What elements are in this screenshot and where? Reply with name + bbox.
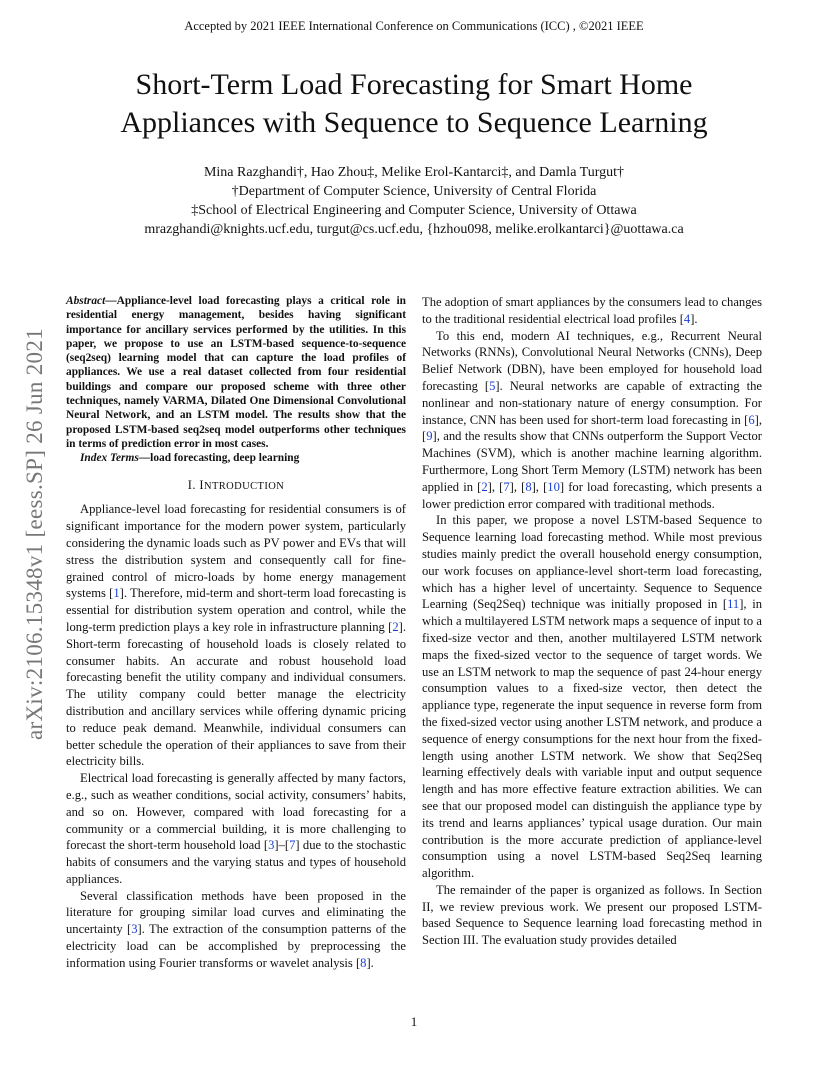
citation-link[interactable]: 1: [113, 586, 120, 601]
paragraph: Electrical load forecasting is generally affected by many factors, e.g., such as weather conditions, social activity, consumers’ habits, and so on. However, compared with load forecasting for a community or a commercial building, it is more challenging to forecast the short-term household load [3]–[7] due to the stochastic habits of consumers and the varying status and types of household appliances.: [66, 771, 406, 886]
right-column: [422, 294, 762, 949]
abstract: [66, 294, 406, 451]
paper-title: [60, 66, 768, 142]
citation-link[interactable]: 8: [525, 479, 532, 494]
citation-link[interactable]: 9: [426, 429, 433, 444]
citation-link[interactable]: 6: [748, 412, 755, 427]
index-terms-label: Index Terms: [80, 452, 139, 465]
citation-link[interactable]: 11: [727, 597, 740, 612]
citation-link[interactable]: 5: [489, 378, 496, 393]
arxiv-stamp: arXiv:2106.15348v1 [eess.SP] 26 Jun 2021: [22, 328, 47, 740]
paper-title-line-2: Appliances with Sequence to Sequence Learning: [120, 106, 708, 139]
page-number: 1: [410, 1014, 418, 1029]
conference-note: Accepted by 2021 IEEE International Conference on Communications (ICC) , ©2021 IEEE: [184, 19, 644, 33]
citation-link[interactable]: 4: [683, 311, 691, 326]
citation-link[interactable]: 2: [481, 479, 488, 494]
paper-title-line-1: Short-Term Load Forecasting for Smart Home: [135, 68, 693, 101]
affiliation-ucf: †Department of Computer Science, University of Central Florida: [231, 184, 597, 199]
citation-link[interactable]: 7: [289, 838, 296, 853]
abstract-label: Abstract: [66, 295, 106, 307]
citation-link[interactable]: 10: [547, 479, 560, 494]
paragraph: In this paper, we propose a novel LSTM-based Sequence to Sequence learning load forecasting method. While most previous studies mainly predict the overall household energy consumption, our work focuses on appliance-level short-term load forecasting, which has a higher level of uncertainty. Sequence to Sequence Learning (Seq2Seq) technique was initially proposed in [11], in which a multilayered LSTM network maps a sequence of input to a fixed-size vector and then, another multilayered LSTM network maps the fixed-sized vector to the sequence of target words. We use an LSTM network to map the sequence of past 24-hour energy consumption values to a fixed-size vector, then detect the appliance type, regenerate the input sequence in reverse form from the fixed-sized vector using another LSTM network, and produce a sequence of energy consumptions for the next hour from the fixed-length using another LSTM network. We show that Seq2Seq learning effectively deals with variable input and output sequence length and has more effective feature extraction abilities. We can see that our proposed model can distinguish the appliance type by its trend and learns appliances’ typical usage duration. Our main contribution is the more accurate prediction of appliance-level consumption using a novel LSTM-based Seq2Seq learning algorithm.: [422, 513, 762, 881]
affiliation-ottawa: ‡School of Electrical Engineering and Computer Science, University of Ottawa: [191, 203, 637, 218]
index-terms: [66, 451, 406, 465]
citation-link[interactable]: 3: [131, 922, 138, 937]
citation-link[interactable]: 7: [503, 479, 510, 494]
paragraph: Several classification methods have been proposed in the literature for grouping similar load curves and eliminating the uncertainty [3]. The extraction of the consumption patterns of the electricity load can be accomplished by preprocessing the information using Fourier transforms or wavelet analysis [8].: [66, 888, 406, 970]
author-list: Mina Razghandi†, Hao Zhou‡, Melike Erol-Kantarci‡, and Damla Turgut†: [203, 165, 625, 180]
index-terms-text: —load forecasting, deep learning: [138, 452, 300, 465]
abstract-text: —Appliance-level load forecasting plays a critical role in residential energy management, besides having significant importance for ancillary services performed by the utilities. In this paper, we propose to use an LSTM-based sequence-to-sequence (seq2seq) learning model that can capture the load profiles of appliances. We use a real dataset collected from four residential buildings and compare our proposed scheme with three other techniques, namely VARMA, Dilated One Dimensional Convolutional Neural Network, and an LSTM model. The results show that the proposed LSTM-based seq2seq model outperforms other techniques in terms of prediction error in most cases.: [66, 295, 406, 450]
paragraph: To this end, modern AI techniques, e.g., Recurrent Neural Networks (RNNs), Convolutional Neural Networks (CNNs), Deep Belief Network (DBN), have been employed for household load forecasting [5]. Neural networks are capable of extracting the nonlinear and non-stationary nature of energy consumption. For instance, CNN has been used for short-term load forecasting in [6], [9], and the results show that CNNs outperform the Support Vector Machines (SVM), which is another machine learning algorithm. Furthermore, Long Short Term Memory (LSTM) network has been applied in [2], [7], [8], [10] for load forecasting, which presents a lower prediction error compared with traditional methods.: [422, 328, 763, 511]
paragraph: The remainder of the paper is organized as follows. In Section II, we review previous work. We present our proposed LSTM-based Sequence to Sequence learning load forecasting method in Section III. The evaluation study provides detailed: [422, 882, 762, 948]
author-emails: mrazghandi@knights.ucf.edu, turgut@cs.ucf.edu, {hzhou098, melike.erolkantarci}@uottawa.ca: [144, 222, 684, 237]
citation-link[interactable]: 8: [360, 955, 367, 970]
section-heading-introduction: I. INTRODUCTION: [187, 477, 285, 492]
citation-link[interactable]: 3: [268, 838, 275, 853]
citation-link[interactable]: 2: [392, 619, 399, 634]
left-column: [66, 294, 406, 972]
paragraph: Appliance-level load forecasting for residential consumers is of significant importance for the modern power system, particularly considering the dynamic loads such as PV power and EVs that will stress the distribution system and consequently call for fine-grained control of micro-loads by home energy management systems [1]. Therefore, mid-term and short-term load forecasting is essential for distribution system operation and control, while the long-term prediction plays a key role in infrastructure planning [2]. Short-term forecasting of household loads is closely related to consumer habits. An accurate and robust household load forecasting benefit the utility company and individual consumers. The utility company could better manage the electricity distribution and ancillary services while offering dynamic pricing to reduce peak demand. Meanwhile, individual consumers can better schedule the operation of their appliances to save from their electricity bills.: [66, 502, 406, 769]
paragraph: The adoption of smart appliances by the consumers lead to changes to the traditional residential electrical load profiles [4].: [422, 295, 762, 326]
